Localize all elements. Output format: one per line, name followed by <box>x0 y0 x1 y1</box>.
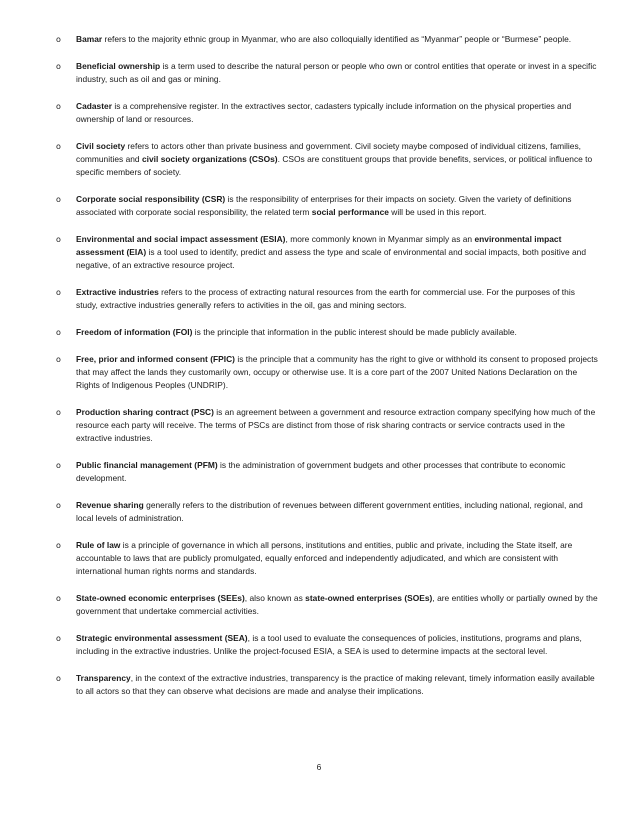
glossary-term: Transparency <box>76 673 131 683</box>
glossary-term: Revenue sharing <box>76 500 144 510</box>
glossary-entry-sea <box>56 632 598 658</box>
bullet-marker: o <box>56 102 61 111</box>
glossary-definition: generally refers to the distribution of revenues between different government entities, including national, regional, and local levels of administration. <box>76 500 583 523</box>
glossary-definition: is the administration of government budgets and other processes that contribute to economic development. <box>76 460 566 483</box>
glossary-entry-bamar <box>56 33 598 46</box>
bullet-marker: o <box>56 501 61 510</box>
glossary-definition: is a tool used to identify, predict and assess the type and scale of environmental and social impacts, both positive and negative, of an extractive resource project. <box>76 247 587 270</box>
glossary-definition: is the responsibility of enterprises for their impacts on society. Given the variety of definitions associated with corporate social responsibility, the related term <box>76 194 572 217</box>
glossary-definition: is an agreement between a government and resource extraction company specifying how much of the resource each party will receive. The terms of PSCs are distinct from those of risk sharing contracts or service contracts used in the extractive industries. <box>76 407 596 443</box>
glossary-term: Production sharing contract (PSC) <box>76 407 214 417</box>
glossary-entry-beneficial-ownership <box>56 60 598 86</box>
glossary-term: Bamar <box>76 34 103 44</box>
glossary-entry-revenue-sharing <box>56 499 598 525</box>
glossary-term: Extractive industries <box>76 287 159 297</box>
glossary-entry-pfm <box>56 459 598 485</box>
glossary-entry-csr <box>56 193 598 219</box>
glossary-term: Public financial management (PFM) <box>76 460 218 470</box>
bullet-marker: o <box>56 142 61 151</box>
glossary-list <box>56 33 598 698</box>
bullet-marker: o <box>56 461 61 470</box>
glossary-term: Strategic environmental assessment (SEA) <box>76 633 248 643</box>
glossary-term: environmental impact assessment (EIA) <box>76 234 562 257</box>
glossary-entry-psc <box>56 406 598 445</box>
glossary-term: civil society organizations (CSOs) <box>141 154 278 164</box>
glossary-definition: is the principle that a community has the right to give or withhold its consent to proposed projects that may affect the lands they customarily own, occupy or otherwise use. It is a core part of the 2007 United Nations Declaration on the Rights of Indigenous Peoples (UNDRIP). <box>76 354 598 390</box>
glossary-entry-cadaster <box>56 100 598 126</box>
glossary-definition: , is a tool used to evaluate the consequences of policies, institutions, programs and plans, including in the extractive industries. Unlike the project-focused ESIA, a SEA is used to determine impacts at the sectoral level. <box>76 633 582 656</box>
bullet-marker: o <box>56 35 61 44</box>
glossary-definition: . CSOs are constituent groups that provide benefits, services, or political influence to specific members of society. <box>76 154 593 177</box>
glossary-term: Environmental and social impact assessment (ESIA) <box>76 234 286 244</box>
bullet-marker: o <box>56 62 61 71</box>
glossary-term: Corporate social responsibility (CSR) <box>76 194 226 204</box>
glossary-term: Beneficial ownership <box>76 61 161 71</box>
glossary-term: Civil society <box>76 141 126 151</box>
glossary-entry-foi <box>56 326 598 339</box>
glossary-term: social performance <box>311 207 389 217</box>
bullet-marker: o <box>56 288 61 297</box>
glossary-definition: , also known as <box>244 593 306 603</box>
glossary-definition: refers to actors other than private business and government. Civil society maybe composed of individual citizens, families, communities and <box>76 141 582 164</box>
glossary-definition: is a comprehensive register. In the extractives sector, cadasters typically include information on the physical properties and ownership of land or resources. <box>76 101 572 124</box>
glossary-term: State-owned economic enterprises (SEEs) <box>76 593 245 603</box>
glossary-entry-fpic <box>56 353 598 392</box>
glossary-entry-civil-society <box>56 140 598 179</box>
bullet-marker: o <box>56 195 61 204</box>
glossary-entry-rule-of-law <box>56 539 598 578</box>
glossary-definition: is a term used to describe the natural person or people who own or control entities that operate or invest in a specific industry, such as oil and gas or mining. <box>76 61 597 84</box>
bullet-marker: o <box>56 235 61 244</box>
bullet-marker: o <box>56 355 61 364</box>
glossary-definition: , more commonly known in Myanmar simply as an <box>285 234 475 244</box>
glossary-entry-transparency <box>56 672 598 698</box>
glossary-definition: refers to the process of extracting natural resources from the earth for commercial use. For the purposes of this study, extractive industries generally refers to activities in the oil, gas and mining sectors. <box>76 287 575 310</box>
glossary-term: Freedom of information (FOI) <box>76 327 193 337</box>
glossary-entry-sees <box>56 592 598 618</box>
glossary-definition: , are entities wholly or partially owned by the government that undertake commercial activities. <box>76 593 598 616</box>
glossary-definition: is the principle that information in the public interest should be made publicly available. <box>192 327 517 337</box>
glossary-term: state-owned enterprises (SOEs) <box>305 593 433 603</box>
glossary-definition: , in the context of the extractive industries, transparency is the practice of making relevant, timely information easily available to all actors so that they can observe what decisions are made and analyse their implications. <box>76 673 595 696</box>
glossary-term: Free, prior and informed consent (FPIC) <box>76 354 235 364</box>
glossary-definition: will be used in this report. <box>388 207 487 217</box>
glossary-entry-extractive-industries <box>56 286 598 312</box>
bullet-marker: o <box>56 594 61 603</box>
glossary-entry-esia <box>56 233 598 272</box>
bullet-marker: o <box>56 408 61 417</box>
bullet-marker: o <box>56 634 61 643</box>
bullet-marker: o <box>56 328 61 337</box>
page-number: 6 <box>316 762 322 772</box>
bullet-marker: o <box>56 674 61 683</box>
bullet-marker: o <box>56 541 61 550</box>
glossary-term: Rule of law <box>76 540 121 550</box>
glossary-definition: refers to the majority ethnic group in Myanmar, who are also colloquially identified as “Myanmar” people or “Burmese” people. <box>102 34 572 44</box>
glossary-definition: is a principle of governance in which all persons, institutions and entities, public and private, including the State itself, are accountable to laws that are publicly promulgated, equally enforced and independently adjudicated, and which are consistent with international human rights norms and standards. <box>76 540 573 576</box>
glossary-term: Cadaster <box>76 101 113 111</box>
